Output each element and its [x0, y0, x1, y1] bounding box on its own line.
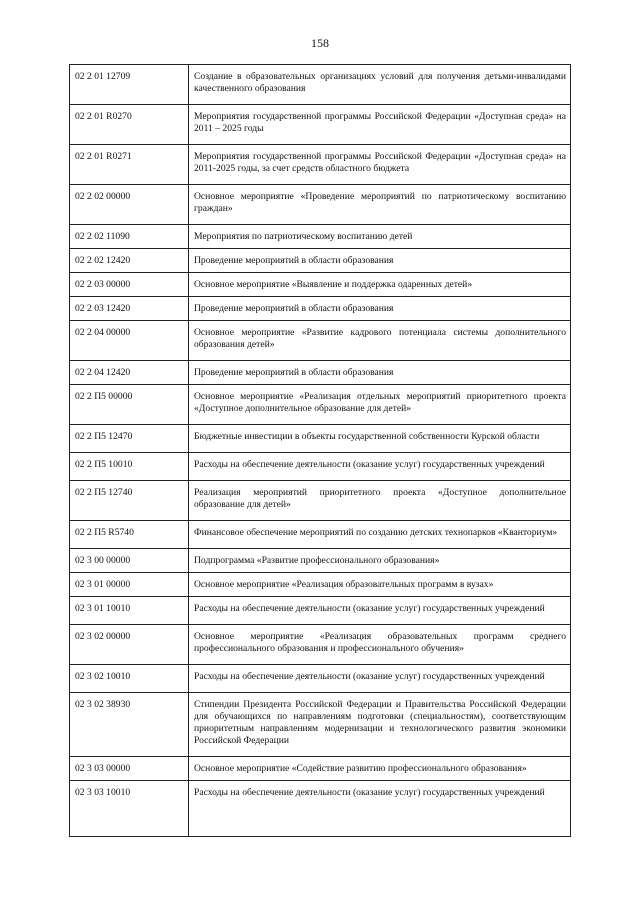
row-name: Создание в образовательных организациях условий для получения детьми-инвалидами качественного образования	[189, 65, 571, 105]
row-name: Основное мероприятие «Проведение мероприятий по патриотическому воспитанию граждан»	[189, 185, 571, 225]
row-name: Основное мероприятие «Реализация образовательных программ среднего профессионального образования и профессионального обучения»	[189, 625, 571, 665]
table-row	[70, 105, 571, 145]
row-code: 02 2 03 12420	[70, 297, 189, 321]
row-name: Основное мероприятие «Реализация отдельных мероприятий приоритетного проекта «Доступное дополнительное образование для детей»	[189, 385, 571, 425]
row-name: Стипендии Президента Российской Федерации и Правительства Российской Федерации для обучающихся по направлениям подготовки (специальностям), соответствующим приоритетным направлениям модернизации и технологического развития экономики Российской Федерации	[189, 693, 571, 757]
row-name: Основное мероприятие «Развитие кадрового потенциала системы дополнительного образования детей»	[189, 321, 571, 361]
row-code: 02 3 01 00000	[70, 573, 189, 597]
table-row	[70, 665, 571, 693]
row-name: Основное мероприятие «Выявление и поддержка одаренных детей»	[189, 273, 571, 297]
table-row	[70, 425, 571, 453]
row-code: 02 2 01 R0271	[70, 145, 189, 185]
row-name: Подпрограмма «Развитие профессионального образования»	[189, 549, 571, 573]
table-row	[70, 385, 571, 425]
table-row	[70, 549, 571, 573]
row-name: Расходы на обеспечение деятельности (оказание услуг) государственных учреждений	[189, 781, 571, 837]
row-code: 02 3 03 10010	[70, 781, 189, 837]
row-name: Мероприятия государственной программы Российской Федерации «Доступная среда» на 2011-2025 годы, за счет средств областного бюджета	[189, 145, 571, 185]
table-row	[70, 65, 571, 105]
row-code: 02 3 03 00000	[70, 757, 189, 781]
row-code: 02 2 П5 12740	[70, 481, 189, 521]
table-row	[70, 225, 571, 249]
row-name: Мероприятия по патриотическому воспитанию детей	[189, 225, 571, 249]
table-row	[70, 297, 571, 321]
row-code: 02 2 02 11090	[70, 225, 189, 249]
row-name: Расходы на обеспечение деятельности (оказание услуг) государственных учреждений	[189, 453, 571, 481]
row-code: 02 3 01 10010	[70, 597, 189, 625]
row-code: 02 3 02 10010	[70, 665, 189, 693]
page-number: 158	[311, 36, 329, 50]
row-code: 02 3 00 00000	[70, 549, 189, 573]
table-row	[70, 597, 571, 625]
row-code: 02 2 П5 10010	[70, 453, 189, 481]
row-code: 02 2 02 12420	[70, 249, 189, 273]
row-code: 02 3 02 00000	[70, 625, 189, 665]
row-code: 02 2 02 00000	[70, 185, 189, 225]
row-name: Мероприятия государственной программы Российской Федерации «Доступная среда» на 2011 – 2025 годы	[189, 105, 571, 145]
row-code: 02 2 01 R0270	[70, 105, 189, 145]
row-name: Расходы на обеспечение деятельности (оказание услуг) государственных учреждений	[189, 597, 571, 625]
row-code: 02 2 03 00000	[70, 273, 189, 297]
row-code: 02 2 П5 12470	[70, 425, 189, 453]
table-row	[70, 757, 571, 781]
table-row	[70, 321, 571, 361]
row-code: 02 2 04 00000	[70, 321, 189, 361]
budget-classification-table	[69, 64, 571, 837]
row-name: Проведение мероприятий в области образования	[189, 361, 571, 385]
table-row	[70, 693, 571, 757]
table-row	[70, 625, 571, 665]
row-code: 02 2 01 12709	[70, 65, 189, 105]
table-row	[70, 521, 571, 549]
table-row	[70, 145, 571, 185]
row-name: Бюджетные инвестиции в объекты государственной собственности Курской области	[189, 425, 571, 453]
row-code: 02 2 04 12420	[70, 361, 189, 385]
row-name: Основное мероприятие «Реализация образовательных программ в вузах»	[189, 573, 571, 597]
table-row	[70, 573, 571, 597]
row-code: 02 2 П5 00000	[70, 385, 189, 425]
table-row	[70, 249, 571, 273]
row-name: Реализация мероприятий приоритетного проекта «Доступное дополнительное образование для детей»	[189, 481, 571, 521]
row-name: Проведение мероприятий в области образования	[189, 249, 571, 273]
row-code: 02 2 П5 R5740	[70, 521, 189, 549]
table-row	[70, 273, 571, 297]
table-row	[70, 453, 571, 481]
row-name: Финансовое обеспечение мероприятий по созданию детских технопарков «Кванториум»	[189, 521, 571, 549]
table-row	[70, 781, 571, 837]
row-name: Основное мероприятие «Содействие развитию профессионального образования»	[189, 757, 571, 781]
row-name: Проведение мероприятий в области образования	[189, 297, 571, 321]
table-row	[70, 481, 571, 521]
row-code: 02 3 02 38930	[70, 693, 189, 757]
table-row	[70, 185, 571, 225]
row-name: Расходы на обеспечение деятельности (оказание услуг) государственных учреждений	[189, 665, 571, 693]
table-row	[70, 361, 571, 385]
